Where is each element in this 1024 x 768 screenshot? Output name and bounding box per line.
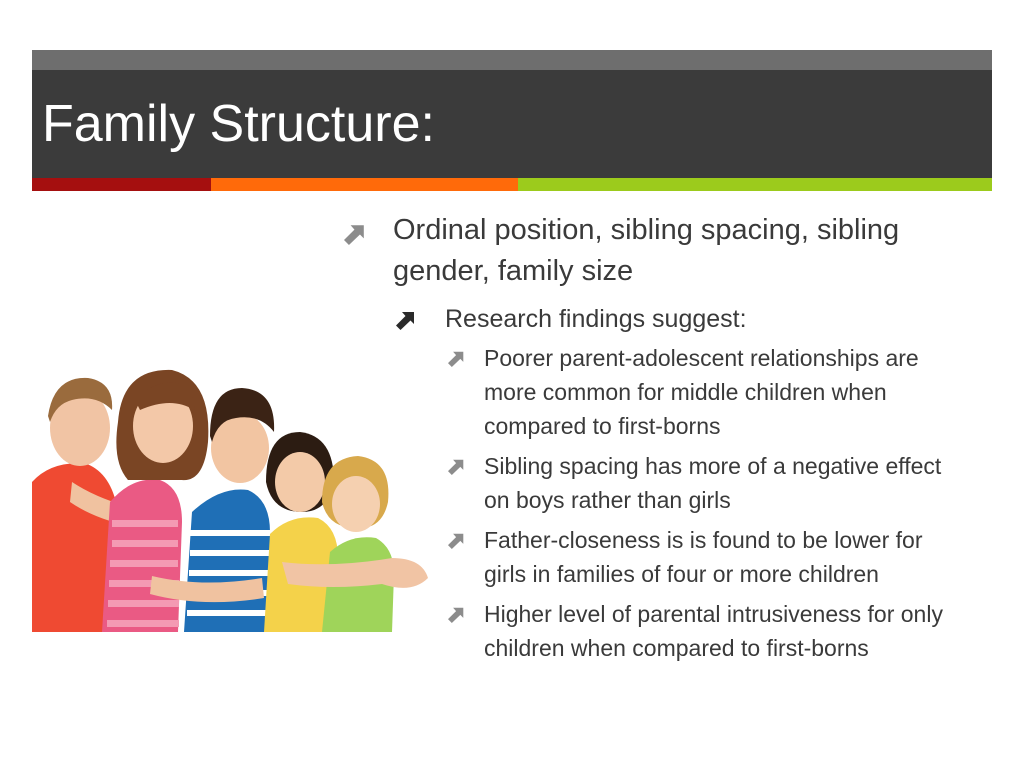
bullet-level3-text: Higher level of parental intrusiveness for only children when compared to first-borns: [484, 601, 943, 661]
accent-bar-red: [32, 178, 211, 191]
arrow-bullet-icon: [448, 350, 465, 367]
bullet-level2-text: Research findings suggest:: [445, 305, 747, 333]
bullet-level3: [340, 597, 960, 665]
bullet-level3: [340, 341, 960, 443]
bullet-level1-text: Ordinal position, sibling spacing, sibling gender, family size: [393, 214, 900, 287]
arrow-bullet-icon: [396, 310, 416, 330]
bullet-level3: [340, 449, 960, 517]
bullet-level3-text: Sibling spacing has more of a negative effect on boys rather than girls: [484, 453, 942, 513]
slide-title: Family Structure:: [42, 95, 435, 153]
bullet-level3-text: Father-closeness is is found to be lower for girls in families of four or more children: [484, 527, 923, 587]
accent-bar-orange: [211, 178, 518, 191]
bullet-level2: [340, 302, 960, 336]
bullet-level1: [340, 210, 960, 292]
title-top-strip: [32, 50, 992, 70]
bullet-level3: [340, 523, 960, 591]
bullet-level3-text: Poorer parent-adolescent relationships are more common for middle children when compared to first-borns: [484, 345, 919, 439]
arrow-bullet-icon: [448, 458, 465, 475]
accent-bar-green: [518, 178, 992, 191]
title-band: [32, 50, 992, 178]
arrow-bullet-icon: [448, 606, 465, 623]
arrow-bullet-icon: [344, 223, 366, 245]
arrow-bullet-icon: [448, 532, 465, 549]
bullet-list: [340, 210, 960, 665]
